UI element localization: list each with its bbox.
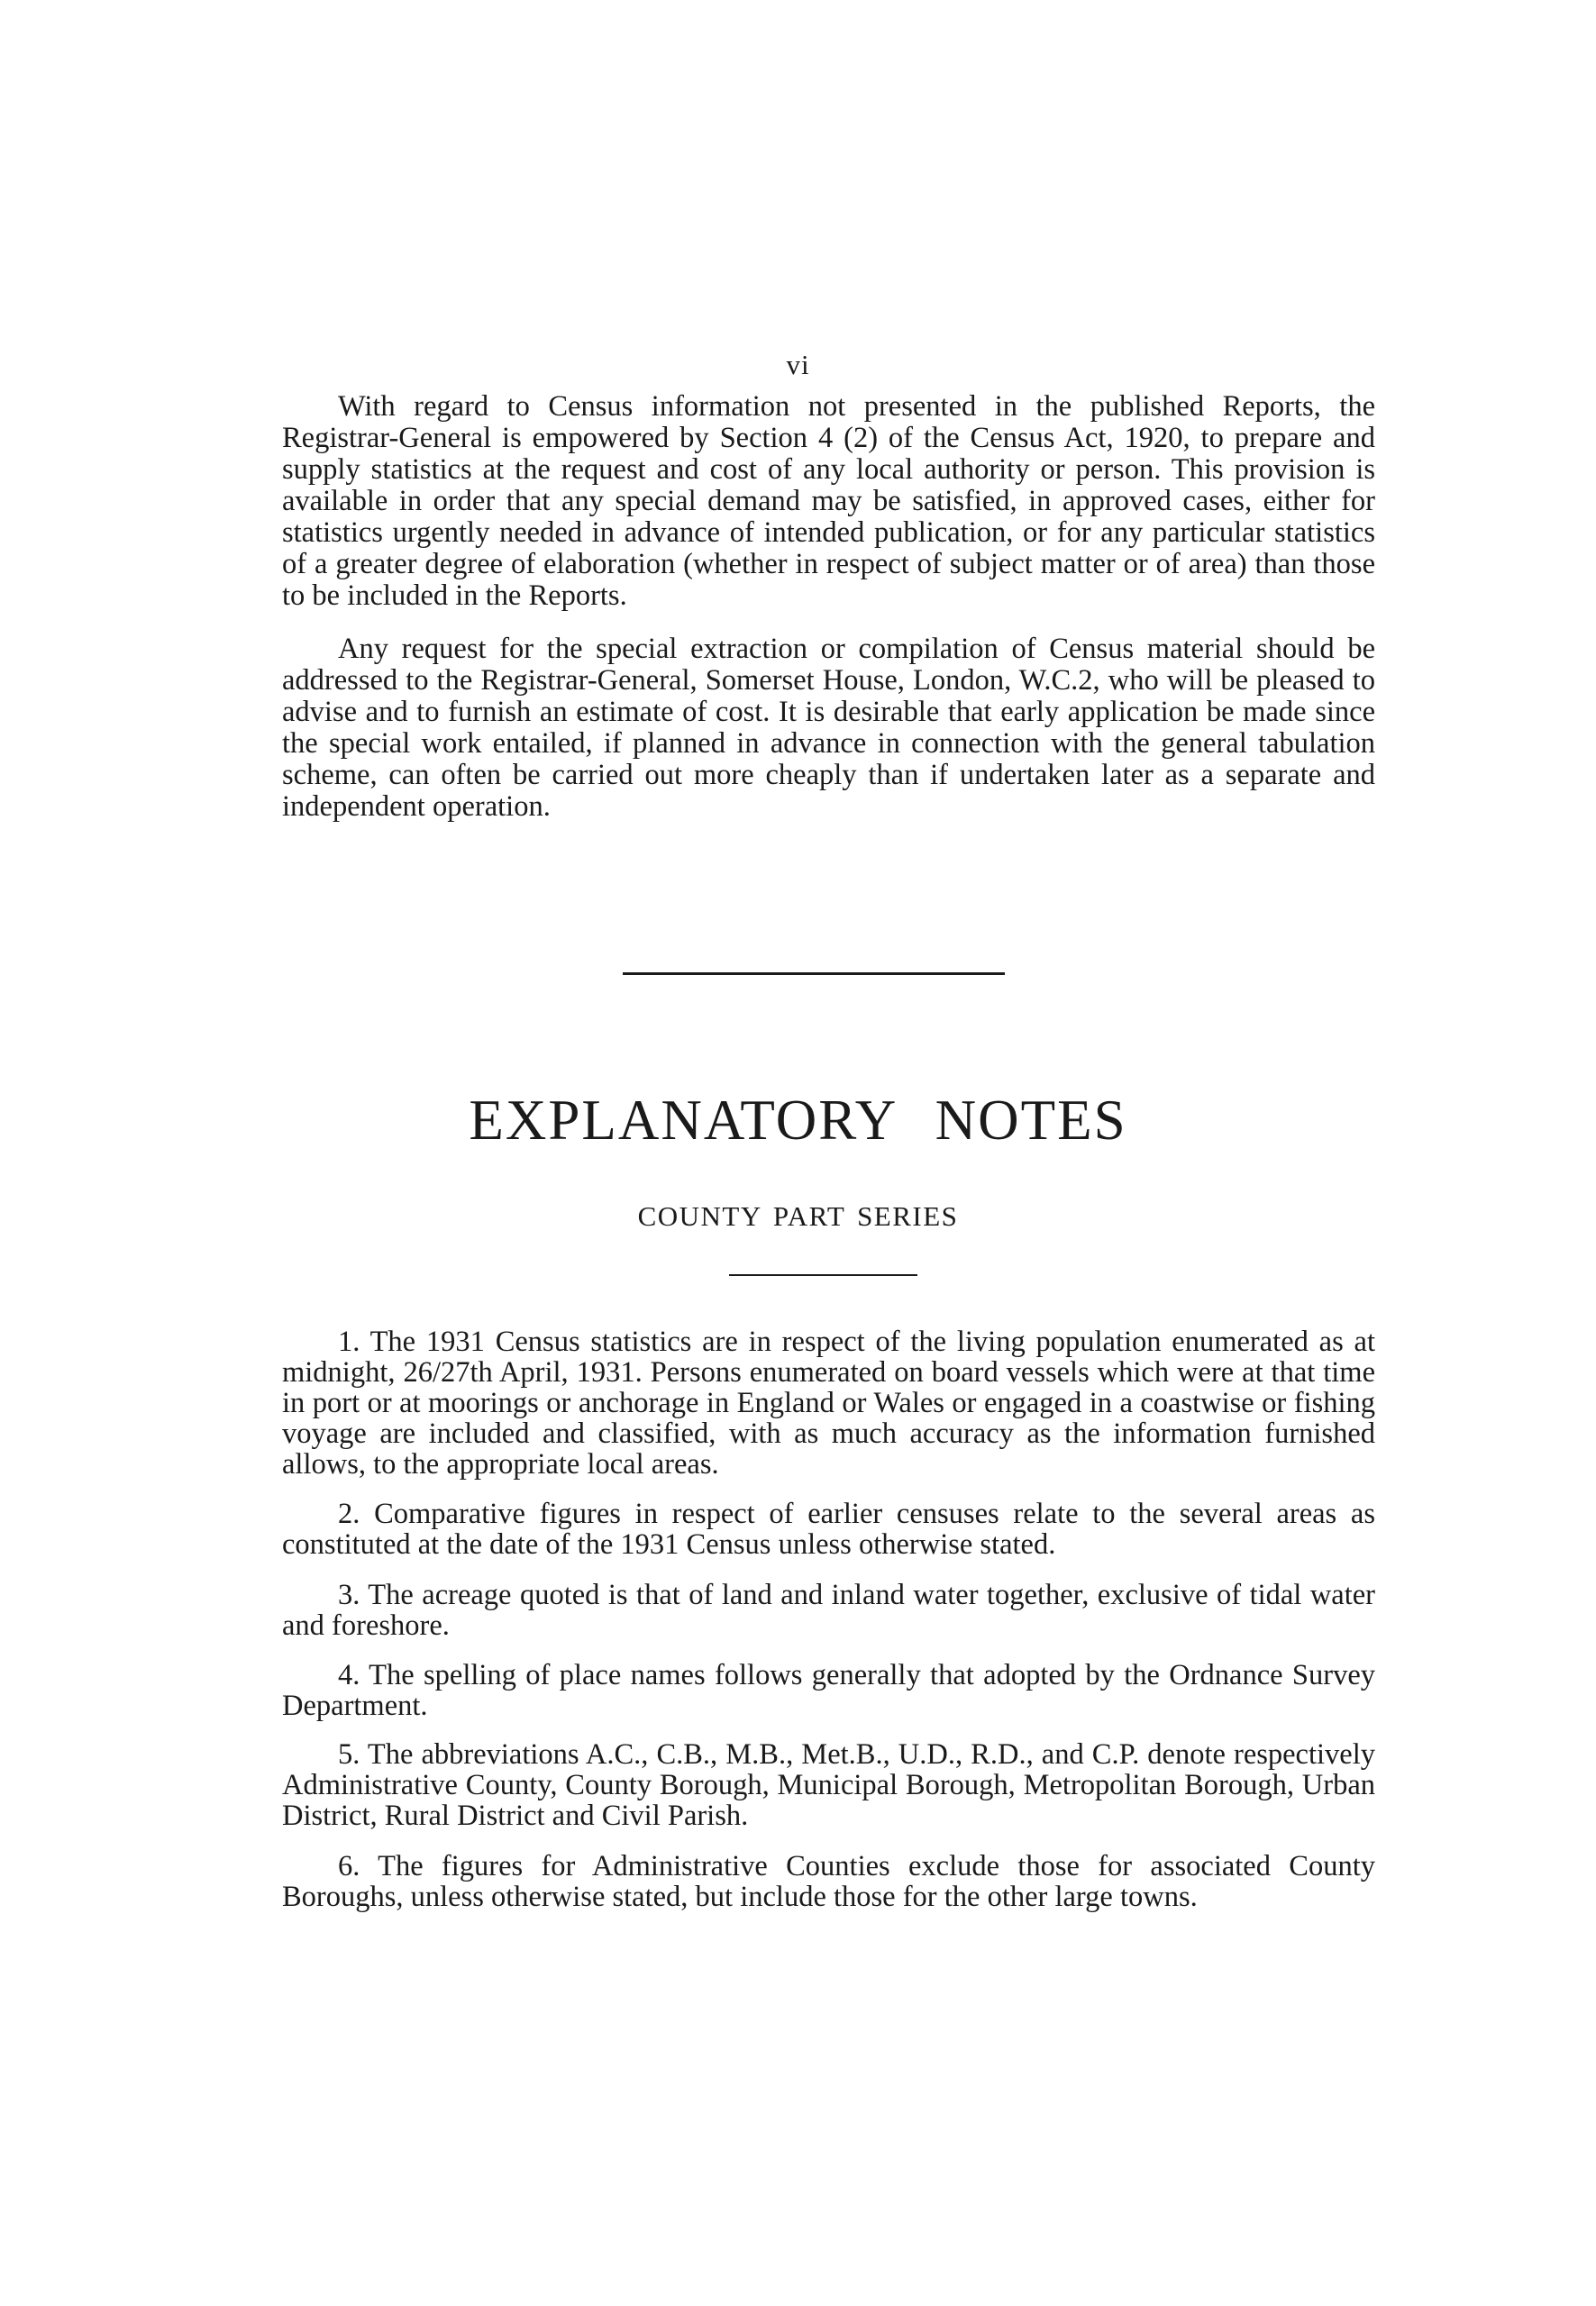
- intro-paragraph-census-information: With regard to Census information not presented in the published Reports, the Registrar-General is empowered by Section 4 (2) of the Census Act, 1920, to prepare and supply statistics at the request and cost of any local authority or person. This provision is available in order that any special demand may be satisfied, in approved cases, either for statistics urgently needed in advance of intended publication, or for any particular statistics of a greater degree of elaboration (whether in respect of subject matter or of area) than those to be included in the Reports.: [282, 390, 1375, 612]
- section-divider-rule: [623, 972, 1005, 975]
- note-item: 4. The spelling of place names follows generally that adopted by the Ordnance Survey Department.: [282, 1659, 1375, 1722]
- note-item: 6. The figures for Administrative Counties exclude those for associated County Boroughs, unless otherwise stated, but include those for the other large towns.: [282, 1850, 1375, 1913]
- section-subtitle: COUNTY PART SERIES: [637, 1200, 959, 1232]
- section-title: EXPLANATORY NOTES: [469, 1089, 1127, 1152]
- note-item: 2. Comparative figures in respect of earlier censuses relate to the several areas as constituted at the date of the 1931 Census unless otherwise stated.: [282, 1498, 1375, 1561]
- note-item: 1. The 1931 Census statistics are in respect of the living population enumerated as at midnight, 26/27th April, 1931. Persons enumerated on board vessels which were at that time in port or at moorings or anchorage in England or Wales or engaged in a coastwise or fishing voyage are included and classified, with as much accuracy as the information furnished allows, to the appropriate local areas.: [282, 1326, 1375, 1481]
- page-number: vi: [786, 349, 810, 380]
- note-item: 5. The abbreviations A.C., C.B., M.B., Met.B., U.D., R.D., and C.P. denote respectively Administrative County, County Borough, Municipal Borough, Metropolitan Borough, Urban District, Rural District and Civil Parish.: [282, 1738, 1375, 1832]
- intro-paragraph-special-requests: Any request for the special extraction or compilation of Census material should be addressed to the Registrar-General, Somerset House, London, W.C.2, who will be pleased to advise and to furnish an estimate of cost. It is desirable that early application be made since the special work entailed, if planned in advance in connection with the general tabulation scheme, can often be carried out more cheaply than if undertaken later as a separate and independent operation.: [282, 633, 1375, 823]
- note-item: 3. The acreage quoted is that of land and inland water together, exclusive of tidal water and foreshore.: [282, 1579, 1375, 1642]
- subtitle-divider-rule: [729, 1274, 917, 1276]
